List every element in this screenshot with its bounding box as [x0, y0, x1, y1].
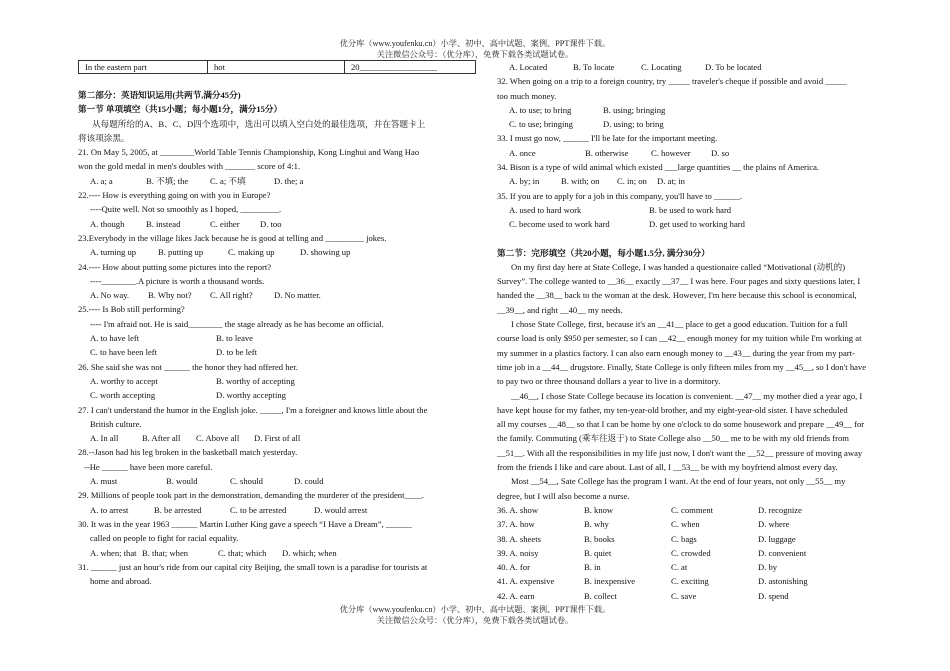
- option-c: C. bags: [671, 533, 697, 544]
- right-column: [497, 60, 901, 603]
- option-c: C. Locating: [641, 62, 682, 72]
- option-a: 39. A. noisy: [497, 547, 539, 558]
- option-c: C. Above all: [196, 433, 240, 444]
- option-d: D. where: [758, 519, 790, 530]
- option-a: A. to have left: [90, 333, 140, 344]
- option-a: A. No way.: [90, 290, 130, 301]
- question-29-options: [78, 503, 480, 517]
- text-line: to pay two or three thousand dollars a year to live in a dormitory.: [497, 376, 721, 387]
- option-a: A. must: [90, 476, 118, 487]
- option-b: B. that; when: [142, 547, 189, 558]
- option-d: D. could: [294, 476, 324, 487]
- option-c: C. making up: [228, 247, 275, 258]
- option-b: B. books: [584, 533, 615, 544]
- option-c: C. become used to work hard: [509, 219, 610, 230]
- cloze-paragraph-3: [497, 389, 901, 475]
- question-33: 33. I must go now, ______ I'll be late for the important meeting.: [497, 133, 718, 144]
- option-d: D. by: [758, 562, 778, 573]
- option-d: D. showing up: [300, 247, 351, 258]
- question-21: 21. On May 5, 2005, at ________World Table Tennis Championship, Kong Linghui and Wang Hao: [78, 147, 420, 158]
- text-line: Most __54__, Sate College has the program I want. At the end of four years, not only __55__ my: [511, 476, 846, 487]
- table-cell: hot: [208, 61, 345, 74]
- option-a: 38. A. sheets: [497, 533, 541, 544]
- option-d: D. get used to working hard: [649, 219, 745, 230]
- option-b: B. using; bringing: [603, 104, 666, 115]
- cloze-option-row: [497, 503, 901, 517]
- option-b: B. putting up: [158, 247, 204, 258]
- option-b: B. Why not?: [148, 290, 192, 301]
- option-b: B. collect: [584, 590, 617, 601]
- option-b: B. with; on: [561, 176, 600, 187]
- option-d: D. at; in: [657, 176, 685, 187]
- option-a: 41. A. expensive: [497, 576, 555, 587]
- option-a: A. to arrest: [90, 504, 129, 515]
- cloze-paragraph-1: [497, 260, 901, 317]
- question-27-cont: British culture.: [90, 418, 142, 429]
- option-a: A. used to hard work: [509, 204, 582, 215]
- page-footer: [0, 604, 950, 626]
- option-d: D. would arrest: [314, 504, 368, 515]
- option-d: D. No matter.: [274, 290, 321, 301]
- option-a: A. In all: [90, 433, 119, 444]
- header-line-2: 关注微信公众号：（优分库），免费下载各类试题试卷。: [376, 50, 574, 59]
- option-c: C. when: [671, 519, 700, 530]
- question-30-options: [78, 546, 480, 560]
- section1-title: 第一节 单项填空（共15小题；每小题1分，满分15分）: [78, 104, 283, 115]
- question-30-cont: called on people to fight for racial equality.: [90, 533, 239, 544]
- cloze-option-row: [497, 589, 901, 603]
- option-d: D. First of all: [254, 433, 301, 444]
- text-line: degree, but I will also become a nurse.: [497, 490, 630, 501]
- text-line: course load is only $950 per semester, so I can __42__ enough money for my tuition while I'm working at: [497, 333, 862, 344]
- option-a: A. though: [90, 218, 125, 229]
- section2-title: 第二节：完形填空（共20小题，每小题1.5分, 满分30分）: [497, 247, 710, 258]
- question-22-cont: ----Quite well. Not so smoothly as I hoped, _________.: [90, 204, 282, 215]
- question-28-cont: --He ______ have been more careful.: [84, 461, 213, 472]
- question-34-options: [497, 174, 901, 188]
- text-line: all my courses __48__ so that I can be home by one o'clock to do some housework and prepare __49__ for: [497, 419, 865, 430]
- question-31: 31. ______ just an hour's ride from our capital city Beijing, the small town is a paradise for tourists at: [78, 561, 428, 572]
- option-a: A. to use; to bring: [509, 104, 572, 115]
- text-line: __51__. With all the responsibilities in my life just now, I don't want the __52__ pressure of moving away: [497, 447, 863, 458]
- option-c: C. to have been left: [90, 347, 158, 358]
- option-b: B. 不填; the: [146, 175, 189, 186]
- option-c: C. should: [230, 476, 263, 487]
- table-cell: In the eastern part: [79, 61, 208, 74]
- option-c: C. comment: [671, 504, 714, 515]
- question-25-options-cd: [78, 345, 480, 359]
- question-31-options: [497, 60, 901, 74]
- question-24: 24.---- How about putting some pictures into the report?: [78, 261, 272, 272]
- option-a: A. once: [509, 147, 536, 158]
- text-line: handed the __38__ back to the woman at the desk. However, I'm here because this school is economical,: [497, 290, 857, 301]
- question-28: 28.--Jason had his leg broken in the basketball match yesterday.: [78, 447, 298, 458]
- option-a: 42. A. earn: [497, 590, 535, 601]
- question-25: 25.---- Is Bob still performing?: [78, 304, 185, 315]
- question-35-options-cd: [497, 217, 901, 231]
- option-a: 40. A. for: [497, 562, 530, 573]
- option-d: D. which; when: [282, 547, 337, 558]
- option-c: C. that; which: [218, 547, 267, 558]
- text-line: I chose State College, first, because it's an __41__ place to get a good education. Tuition for a full: [511, 319, 848, 330]
- question-32-cont: too much money.: [497, 90, 557, 101]
- question-34: 34. Bison is a type of wild animal which existed ___large quantities __ the plains of America.: [497, 162, 820, 173]
- option-c: C. either: [210, 218, 240, 229]
- option-a: A. Located: [509, 62, 548, 72]
- cloze-options: [497, 503, 901, 603]
- option-a: 36. A. show: [497, 504, 539, 515]
- footer-line-1: 优分库（www.youfenku.cn）小学、初中、高中试题、案例、PPT课件下载。: [339, 605, 611, 614]
- text-line: Survey”. The college wanted to __36__ exactly __37__ I was here. Four pages and sixty questions later, I: [497, 276, 861, 287]
- option-c: C. exciting: [671, 576, 709, 587]
- question-32-options-ab: [497, 103, 901, 117]
- header-line-1: 优分库（www.youfenku.cn）小学、初中、高中试题、案例、PPT课件下载。: [339, 39, 611, 48]
- option-c: C. to use; bringing: [509, 119, 573, 130]
- option-c: C. to be arrested: [230, 504, 287, 515]
- option-d: D. To be located: [705, 62, 762, 72]
- question-26-options-ab: [78, 374, 480, 388]
- option-c: C. worth accepting: [90, 390, 156, 401]
- option-c: C. a; 不填: [210, 175, 246, 186]
- text-line: __46__, I chose State College because its location is convenient. __47__ my mother died a year ago, I: [511, 390, 863, 401]
- option-c: C. All right?: [210, 290, 253, 301]
- option-c: C. crowded: [671, 547, 711, 558]
- option-d: D. to be left: [216, 347, 258, 358]
- section1-instruction-cont: 将该项涂黑。: [78, 132, 130, 143]
- footer-line-2: 关注微信公众号：（优分库），免费下载各类试题试卷。: [376, 616, 574, 625]
- question-21-options: [78, 174, 480, 188]
- option-a: A. worthy to accept: [90, 375, 158, 386]
- question-33-options: [497, 146, 901, 160]
- question-32-options-cd: [497, 117, 901, 131]
- option-d: D. spend: [758, 590, 789, 601]
- question-32: 32. When going on a trip to a foreign country, try _____ traveler's cheque if possible and avoid _____: [497, 76, 847, 87]
- option-b: B. in: [584, 562, 601, 573]
- text-line: my summer in a plastics factory. I can also earn enough money to __43__ during the year from my part-: [497, 347, 855, 358]
- question-25-options-ab: [78, 331, 480, 345]
- option-d: D. so: [711, 147, 730, 158]
- cloze-option-row: [497, 574, 901, 588]
- cloze-option-row: [497, 546, 901, 560]
- text-line: the family. Commuting (乘车往返于) to State College also __50__ me to be with my old friends from: [497, 433, 849, 444]
- text-line: from the friends I like and care about. Last of all, I __53__ be with my boyfriend almost every day.: [497, 462, 838, 473]
- question-31-cont: home and abroad.: [90, 576, 152, 587]
- question-25-cont: ---- I'm afraid not. He is said________ the stage already as he has become an official.: [90, 318, 384, 329]
- option-b: B. to leave: [216, 333, 253, 344]
- question-26-options-cd: [78, 388, 480, 402]
- option-d: D. using; to bring: [603, 119, 664, 130]
- option-a: 37. A. how: [497, 519, 535, 530]
- question-22-options: [78, 217, 480, 231]
- option-b: B. would: [166, 476, 198, 487]
- question-21-cont: won the gold medal in men's doubles with _______ score of 4:1.: [78, 161, 301, 172]
- question-27-options: [78, 431, 480, 445]
- cloze-paragraph-4: [497, 474, 901, 503]
- cloze-option-row: [497, 532, 901, 546]
- question-35-options-ab: [497, 203, 901, 217]
- option-d: D. astonishing: [758, 576, 808, 587]
- page-header: [0, 38, 950, 60]
- part2-title: 第二部分：英语知识运用(共两节,满分45分): [78, 90, 241, 100]
- question-28-options: [78, 474, 480, 488]
- option-d: D. luggage: [758, 533, 796, 544]
- text-line: time job in a __44__ drugstore. Finally, State College is only fifteen miles from my __45__, so I don't have: [497, 361, 867, 372]
- left-column: [78, 60, 480, 588]
- option-a: A. by; in: [509, 176, 540, 187]
- question-22: 22.---- How is everything going on with you in Europe?: [78, 190, 271, 201]
- question-35: 35. If you are to apply for a job in this company, you'll have to ______.: [497, 190, 742, 201]
- option-c: C. however: [651, 147, 691, 158]
- option-b: B. otherwise: [585, 147, 629, 158]
- question-23-options: [78, 245, 480, 259]
- option-c: C. at: [671, 562, 688, 573]
- climate-table: [78, 60, 476, 74]
- text-line: On my first day here at State College, I was handed a questionaire called “Motivational (动机的): [511, 261, 846, 272]
- option-b: B. inexpensive: [584, 576, 636, 587]
- option-a: A. turning up: [90, 247, 137, 258]
- option-a: A. when; that: [90, 547, 137, 558]
- text-line: __39__, and right __40__ my needs.: [497, 304, 623, 315]
- text-line: have kept house for my father, my ten-year-old brother, and my eight-year-old sister. I have scheduled: [497, 404, 848, 415]
- section1-instruction: 从每题所给的A、B、C、D四个选项中，选出可以填入空白处的最佳选项，并在答题卡上: [92, 118, 426, 129]
- option-d: D. recognize: [758, 504, 802, 515]
- option-b: B. quiet: [584, 547, 612, 558]
- question-30: 30. It was in the year 1963 ______ Martin Luther King gave a speech “I Have a Dream”, ______: [78, 518, 412, 529]
- option-b: B. be used to work hard: [649, 204, 732, 215]
- cloze-option-row: [497, 517, 901, 531]
- option-c: C. in; on: [617, 176, 647, 187]
- option-d: D. convenient: [758, 547, 807, 558]
- option-b: B. know: [584, 504, 614, 515]
- question-24-options: [78, 288, 480, 302]
- option-b: B. why: [584, 519, 609, 530]
- option-b: B. be arrested: [154, 504, 202, 515]
- option-b: B. After all: [142, 433, 181, 444]
- question-23: 23.Everybody in the village likes Jack because he is good at telling and _________ jokes.: [78, 232, 387, 243]
- option-d: D. worthy accepting: [216, 390, 286, 401]
- option-d: D. too: [260, 218, 282, 229]
- question-26: 26. She said she was not ______ the honor they had offered her.: [78, 361, 298, 372]
- question-27: 27. I can't understand the humor in the English joke. _____, I'm a foreigner and knows little about the: [78, 404, 428, 415]
- option-b: B. worthy of accepting: [216, 375, 295, 386]
- question-29: 29. Millions of people took part in the demonstration, demanding the murderer of the president____.: [78, 490, 424, 501]
- table-cell: 20__________________: [345, 61, 476, 74]
- option-c: C. save: [671, 590, 697, 601]
- question-24-cont: ----________.A picture is worth a thousand words.: [90, 275, 265, 286]
- table-row: [79, 61, 476, 74]
- option-b: B. To locate: [573, 62, 615, 72]
- option-a: A. a; a: [90, 175, 113, 186]
- option-d: D. the; a: [274, 175, 304, 186]
- option-b: B. instead: [146, 218, 181, 229]
- cloze-paragraph-2: [497, 317, 901, 388]
- cloze-option-row: [497, 560, 901, 574]
